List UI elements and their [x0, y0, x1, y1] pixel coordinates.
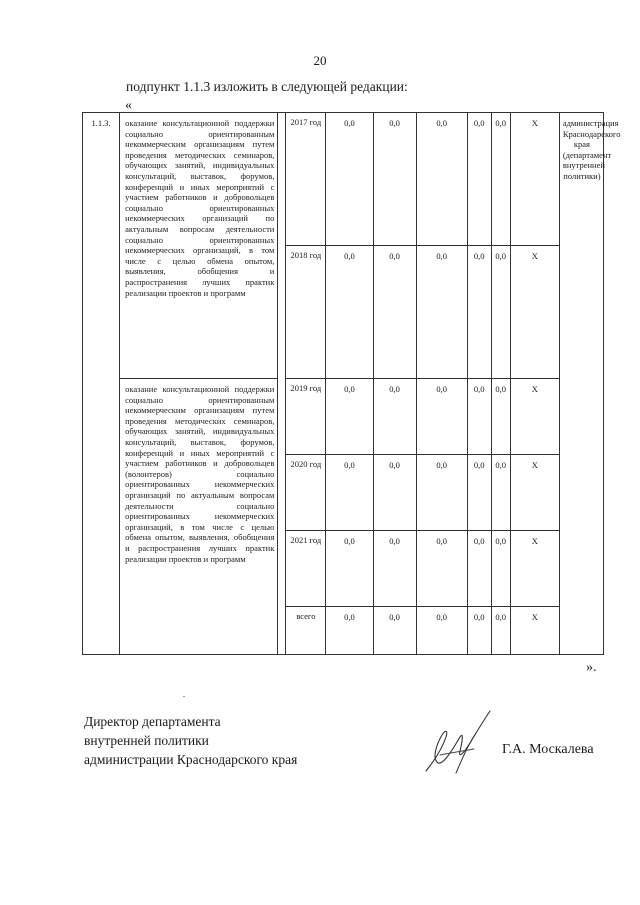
value-cell: 0,0 [467, 455, 491, 531]
value-cell: 0,0 [373, 531, 416, 607]
value-cell: 0,0 [491, 455, 510, 531]
value-cell: 0,0 [373, 246, 416, 379]
value-cell: 0,0 [373, 455, 416, 531]
value-cell: 0,0 [326, 379, 373, 455]
value-cell: 0,0 [326, 531, 373, 607]
value-cell: 0,0 [491, 246, 510, 379]
mark-cell: X [510, 246, 559, 379]
value-cell: 0,0 [491, 113, 510, 246]
year-cell: всего [286, 607, 326, 655]
row-number: 1.1.3. [83, 113, 120, 655]
year-cell: 2020 год [286, 455, 326, 531]
value-cell: 0,0 [373, 113, 416, 246]
value-cell: 0,0 [467, 531, 491, 607]
mark-cell: X [510, 607, 559, 655]
value-cell: 0,0 [326, 113, 373, 246]
mark-cell: X [510, 531, 559, 607]
value-cell: 0,0 [416, 607, 467, 655]
year-cell: 2018 год [286, 246, 326, 379]
handwritten-signature [420, 703, 500, 783]
signatory-line: Директор департамента [84, 714, 221, 729]
year-cell: 2019 год [286, 379, 326, 455]
value-cell: 0,0 [326, 607, 373, 655]
table-row [83, 113, 604, 246]
value-cell: 0,0 [416, 246, 467, 379]
mark-cell: X [510, 455, 559, 531]
value-cell: 0,0 [326, 246, 373, 379]
table-row [83, 379, 604, 455]
value-cell: 0,0 [467, 379, 491, 455]
mark-cell: X [510, 113, 559, 246]
value-cell: 0,0 [373, 607, 416, 655]
intro-text: подпункт 1.1.3 изложить в следующей редакции: [126, 79, 408, 94]
description-cell: оказание консультационной поддержки социально ориентированным некоммерческим организациям путем проведения методических семинаров, обучающих занятий, индивидуальных консультаций, выставок, форумов, конференций и иных мероприятий с участием работников и добровольцев (волонтеров) социально ориентированных некоммерческих организаций по актуальным вопросам деятельности социально ориентированных некоммерческих организаций, в том числе с целью обмена опытом, выявления, обобщения и распространения лучших практик реализации проектов и программ [120, 379, 278, 655]
value-cell: 0,0 [373, 379, 416, 455]
year-cell: 2017 год [286, 113, 326, 246]
value-cell: 0,0 [467, 113, 491, 246]
value-cell: 0,0 [326, 455, 373, 531]
spacer-column [278, 113, 286, 655]
close-quote: ». [586, 660, 597, 675]
page-number: 20 [313, 53, 327, 68]
value-cell: 0,0 [491, 607, 510, 655]
description-cell: оказание консультационной поддержки социально ориентированным некоммерческим организациям путем проведения методических семинаров, обучающих занятий, индивидуальных консультаций, выставок, форумов, конференций и иных мероприятий с участием работников и добровольцев социально ориентированных некоммерческих организаций по актуальным вопросам деятельности социально ориентированных некоммерческих организаций, в том числе с целью обмена опытом, выявления, обобщения и распространения лучших практик реализации проектов и программ [120, 113, 278, 379]
value-cell: 0,0 [416, 531, 467, 607]
value-cell: 0,0 [416, 455, 467, 531]
executor-cell: администрация Краснодарского края (департамент внутренней политики) [559, 113, 603, 655]
value-cell: 0,0 [467, 246, 491, 379]
year-cell: 2021 год [286, 531, 326, 607]
scan-speck [183, 696, 185, 697]
value-cell: 0,0 [416, 113, 467, 246]
signatory-name: Г.А. Москалева [502, 742, 594, 757]
value-cell: 0,0 [491, 531, 510, 607]
signatory-line: внутренней политики [84, 733, 209, 748]
mark-cell: X [510, 379, 559, 455]
program-table [82, 112, 621, 655]
value-cell: 0,0 [467, 607, 491, 655]
value-cell: 0,0 [416, 379, 467, 455]
signatory-line: администрации Краснодарского края [84, 752, 298, 767]
signatory-title [84, 712, 297, 769]
open-quote: « [125, 98, 132, 113]
value-cell: 0,0 [491, 379, 510, 455]
